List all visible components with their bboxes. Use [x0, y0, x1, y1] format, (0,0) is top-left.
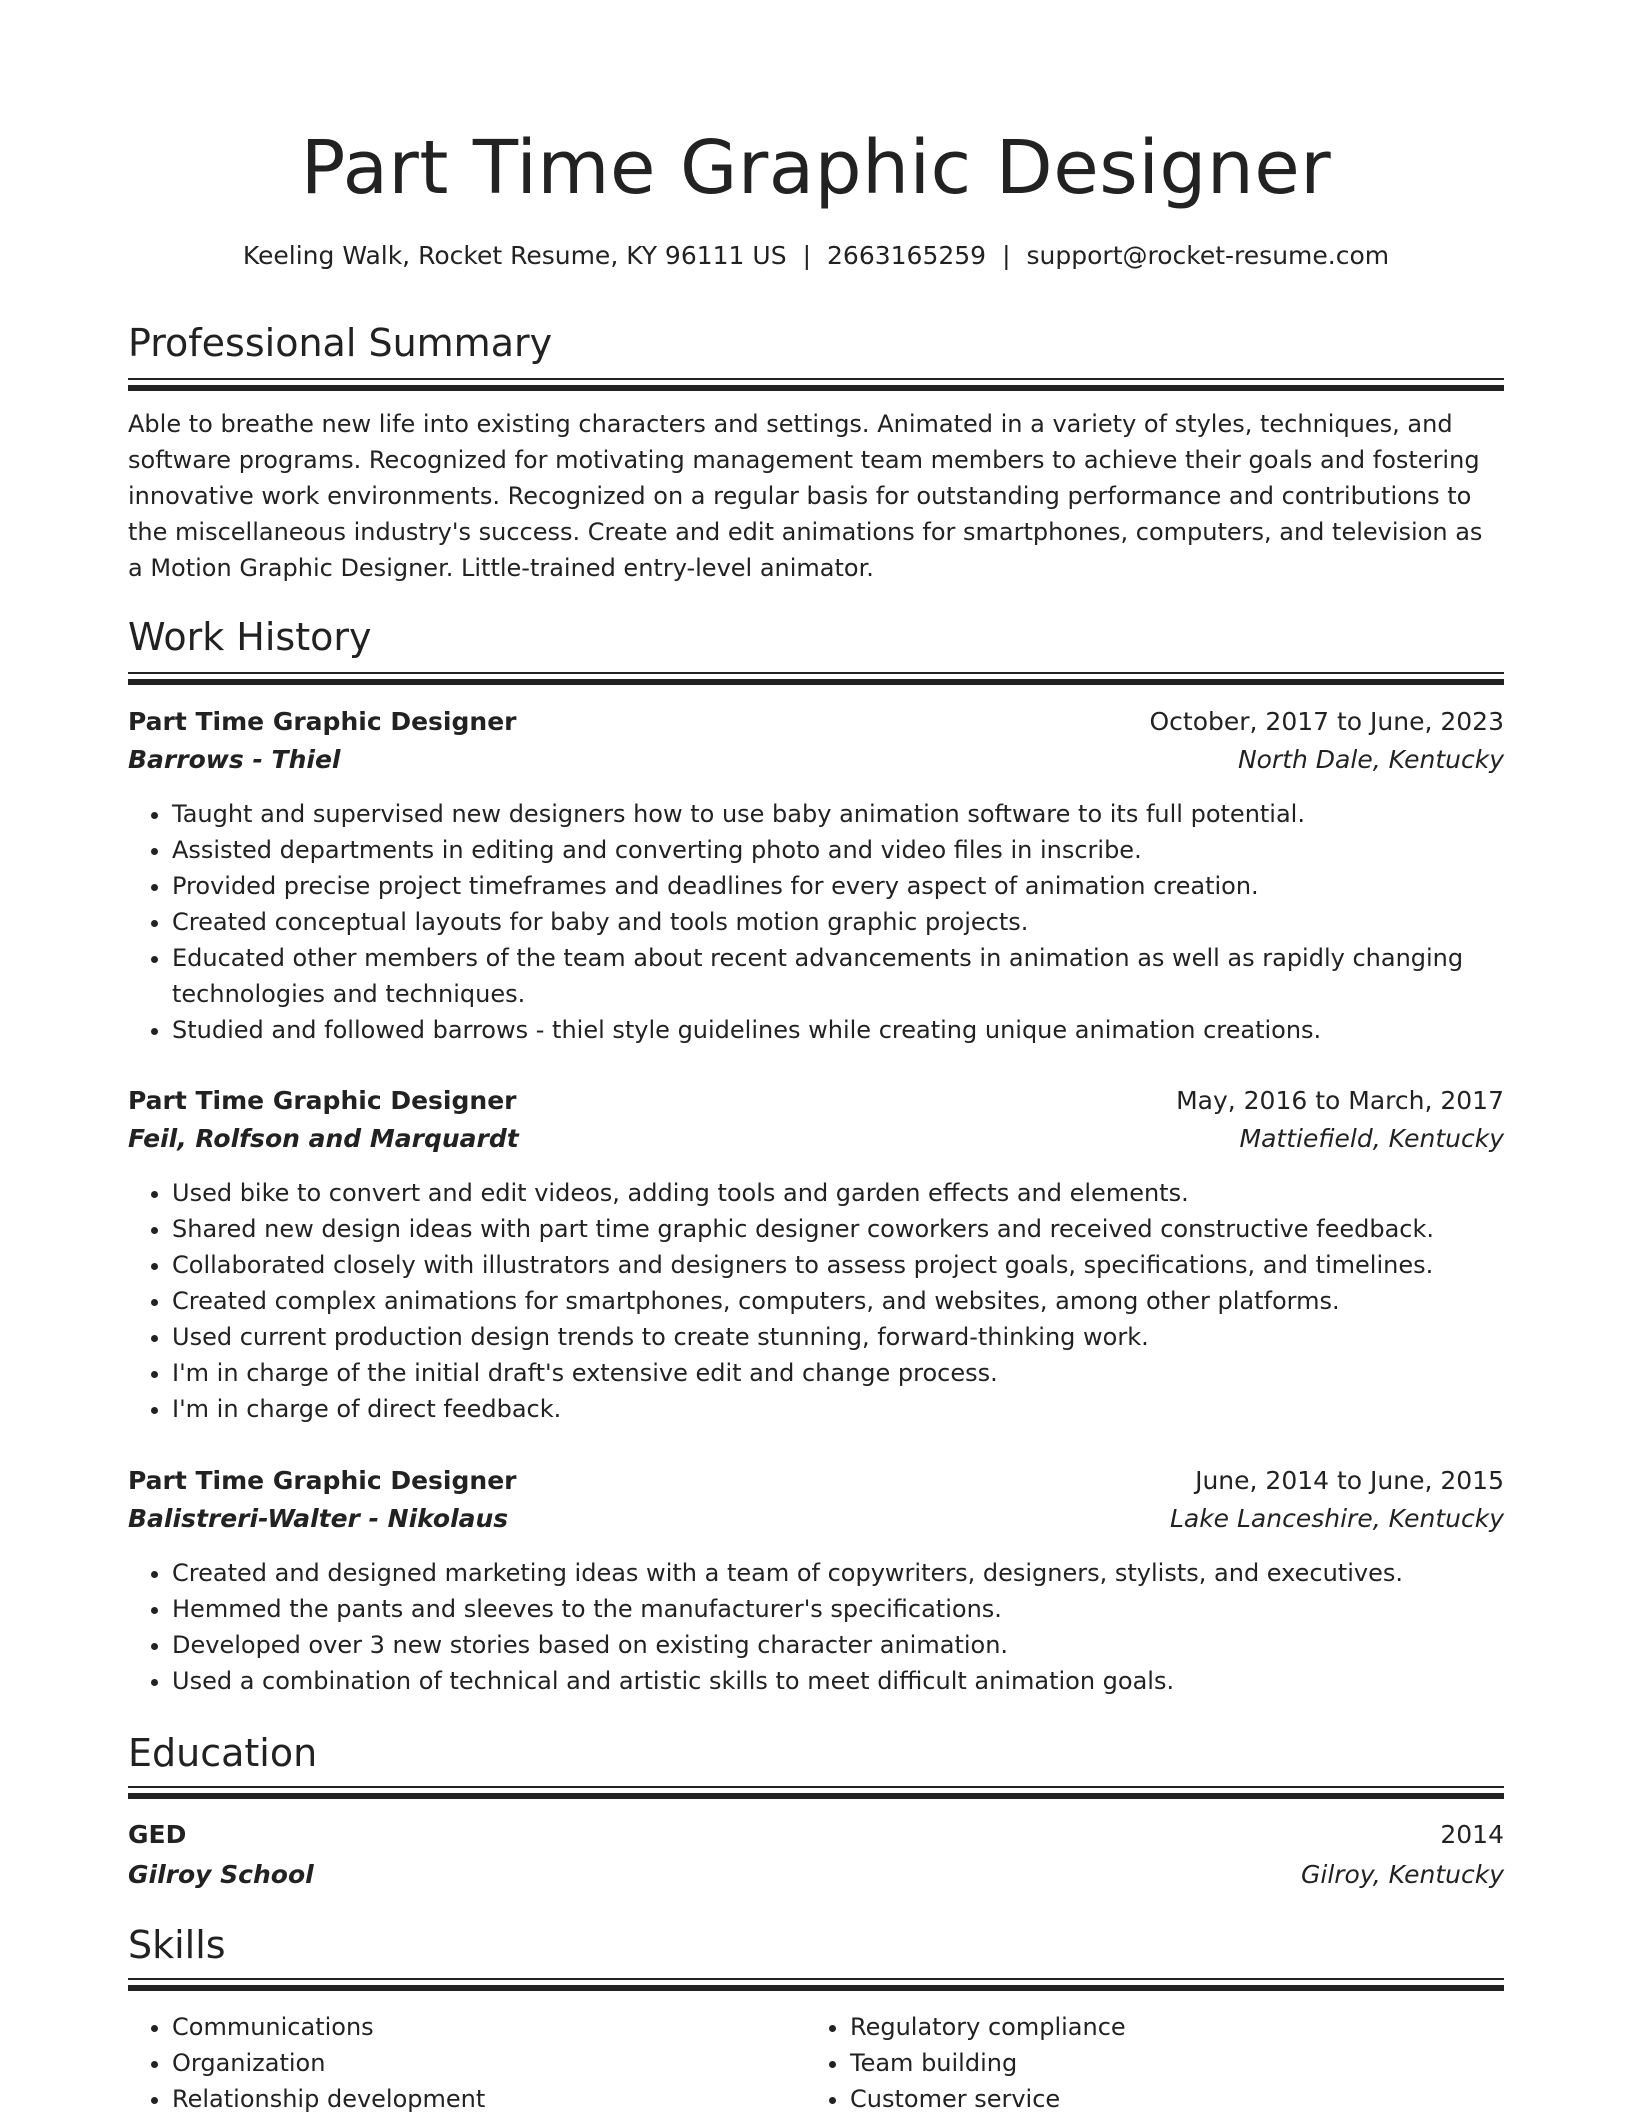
education-year: 2014 [1440, 1820, 1504, 1849]
job-subheader [128, 741, 1504, 779]
list-item: • Hemmed the pants and sleeves to the manufacturer's specifications. [172, 1591, 1504, 1627]
skills-list-right [806, 2009, 1490, 2117]
list-item: • Created and designed marketing ideas with a team of copywriters, designers, stylists, and executives. [172, 1555, 1504, 1591]
resume-page [128, 0, 1504, 2112]
section-heading-work-history: Work History [128, 615, 372, 659]
job-company: Feil, Rolfson and Marquardt [128, 1124, 519, 1153]
list-item: • Used bike to convert and edit videos, adding tools and garden effects and elements. [172, 1175, 1504, 1211]
list-item: • Developed over 3 new stories based on existing character animation. [172, 1627, 1504, 1663]
job-bullets [128, 1555, 1504, 1699]
skill-item: • Team building [850, 2045, 1490, 2081]
job-company: Balistreri-Walter - Nikolaus [128, 1504, 509, 1533]
job-title: Part Time Graphic Designer [128, 1466, 517, 1495]
section-heading-skills: Skills [128, 1923, 226, 1967]
skills-list-left [128, 2009, 812, 2117]
list-item: • Assisted departments in editing and converting photo and video files in inscribe. [172, 832, 1504, 868]
skill-item: • Communications [172, 2009, 812, 2045]
job-title: Part Time Graphic Designer [128, 1086, 517, 1115]
section-heading-education: Education [128, 1731, 318, 1775]
education-location: Gilroy, Kentucky [1301, 1860, 1504, 1889]
job-location: North Dale, Kentucky [1237, 745, 1504, 774]
job-subheader [128, 1120, 1504, 1158]
skill-item: • Regulatory compliance [850, 2009, 1490, 2045]
job-company: Barrows - Thiel [128, 745, 341, 774]
job-header [128, 1462, 1504, 1500]
contact-separator: | [1002, 241, 1011, 270]
contact-line [128, 236, 1504, 276]
list-item: • Created conceptual layouts for baby and tools motion graphic projects. [172, 904, 1504, 940]
section-divider [128, 672, 1504, 686]
skill-item: • Customer service [850, 2081, 1490, 2117]
resume-title: Part Time Graphic Designer [300, 125, 1332, 211]
job-location: Lake Lanceshire, Kentucky [1169, 1504, 1504, 1533]
education-degree: GED [128, 1820, 187, 1849]
list-item: • Provided precise project timeframes and deadlines for every aspect of animation creation. [172, 868, 1504, 904]
section-divider [128, 1978, 1504, 1992]
list-item: • Used a combination of technical and artistic skills to meet difficult animation goals. [172, 1663, 1504, 1699]
job-dates: October, 2017 to June, 2023 [1149, 707, 1504, 736]
skill-item: • Relationship development [172, 2081, 812, 2117]
education-school: Gilroy School [128, 1860, 314, 1889]
skill-item: • Organization [172, 2045, 812, 2081]
section-divider [128, 378, 1504, 392]
education-subheader [128, 1856, 1504, 1894]
job-header [128, 703, 1504, 741]
list-item: • Used current production design trends to create stunning, forward-thinking work. [172, 1319, 1504, 1355]
contact-phone: 2663165259 [827, 241, 987, 270]
section-divider [128, 1786, 1504, 1800]
summary-text: Able to breathe new life into existing characters and settings. Animated in a variety of styles, techniques, and software programs. Recognized for motivating management team members to achieve their goals and fostering innovative work environments. Recognized on a regular basis for outstanding performance and contributions to the miscellaneous industry's success. Create and edit animations for smartphones, computers, and television as a Motion Graphic Designer. Little-trained entry-level animator. [128, 410, 1483, 582]
job-bullets [128, 1175, 1504, 1427]
job-dates: June, 2014 to June, 2015 [1195, 1466, 1504, 1495]
job-subheader [128, 1500, 1504, 1538]
education-header [128, 1816, 1504, 1854]
section-heading-summary: Professional Summary [128, 321, 553, 365]
contact-email: support@rocket-resume.com [1026, 241, 1390, 270]
job-title: Part Time Graphic Designer [128, 707, 517, 736]
contact-separator: | [802, 241, 812, 270]
list-item: • Created complex animations for smartphones, computers, and websites, among other platforms. [172, 1283, 1504, 1319]
job-bullets [128, 796, 1504, 1048]
list-item: • Taught and supervised new designers how to use baby animation software to its full potential. [172, 796, 1504, 832]
list-item: • Educated other members of the team about recent advancements in animation as well as rapidly changing technologies and techniques. [172, 940, 1504, 1012]
list-item: • Collaborated closely with illustrators and designers to assess project goals, specifications, and timelines. [172, 1247, 1504, 1283]
contact-address: Keeling Walk, Rocket Resume, KY 96111 US [242, 241, 787, 270]
list-item: • I'm in charge of the initial draft's extensive edit and change process. [172, 1355, 1504, 1391]
job-location: Mattiefield, Kentucky [1239, 1124, 1504, 1153]
list-item: • Shared new design ideas with part time graphic designer coworkers and received constructive feedback. [172, 1211, 1504, 1247]
list-item: • Studied and followed barrows - thiel style guidelines while creating unique animation creations. [172, 1012, 1504, 1048]
job-dates: May, 2016 to March, 2017 [1176, 1086, 1504, 1115]
list-item: • I'm in charge of direct feedback. [172, 1391, 1504, 1427]
job-header [128, 1082, 1504, 1120]
